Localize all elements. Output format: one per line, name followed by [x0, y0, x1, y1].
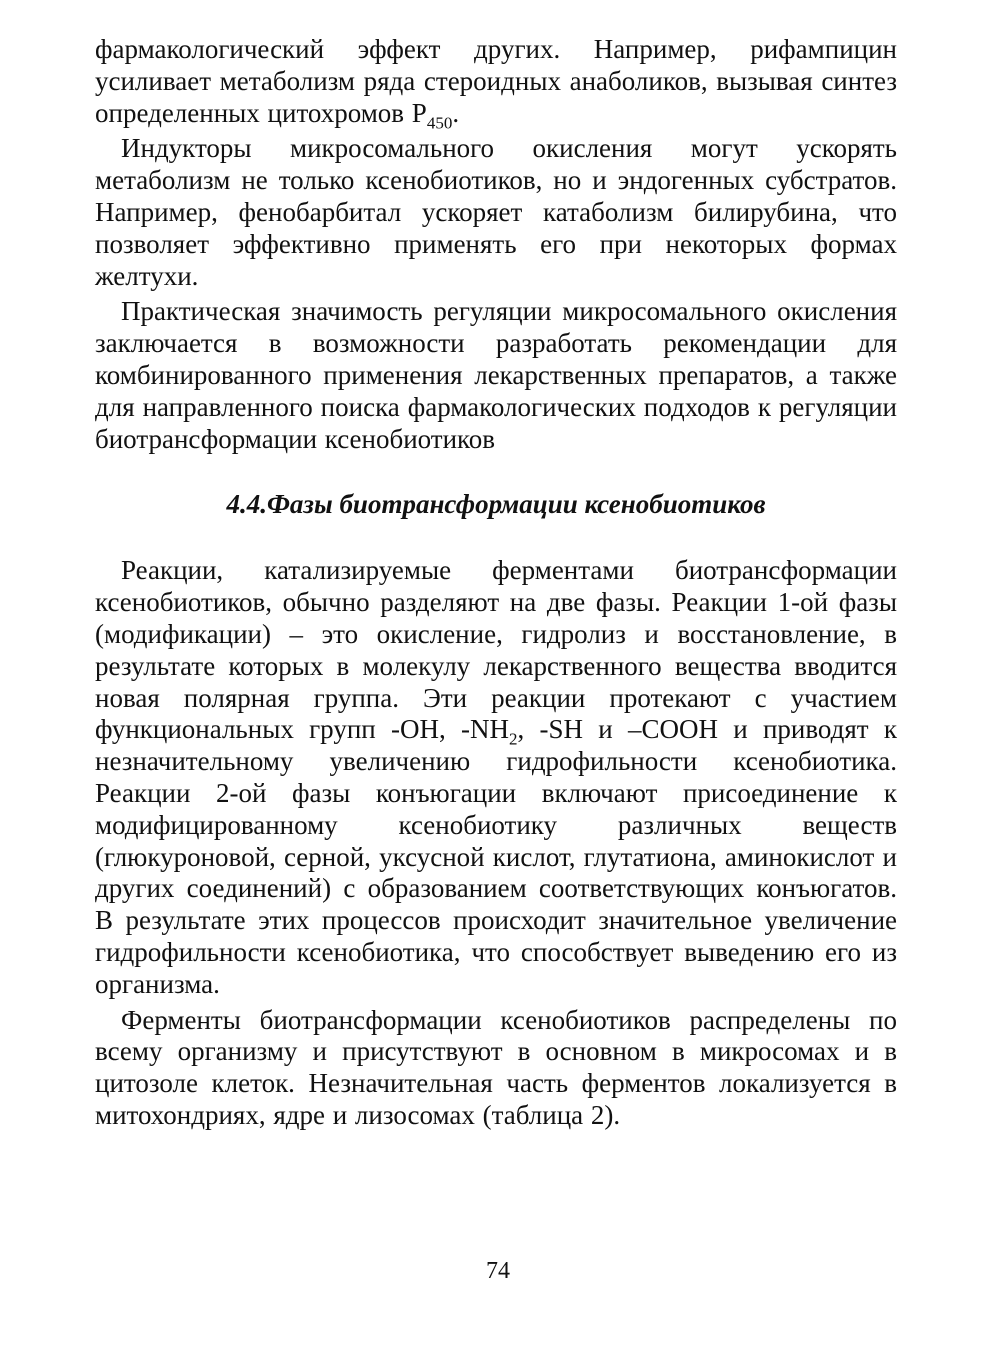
page-number: 74: [486, 1258, 510, 1284]
section-title: 4.4.Фазы биотрансформации ксенобиотиков: [226, 489, 766, 520]
page-body: [95, 34, 897, 1136]
subscript-2: 2: [508, 729, 518, 749]
paragraph-continuation: [95, 34, 897, 132]
paragraph-reactions: [95, 555, 897, 1000]
subscript-450: 450: [426, 112, 453, 132]
paragraph-enzymes: Ферменты биотрансформации ксенобиотиков распределены по всему организму и присутствуют в основном в микросомах и в цитозоле клеток. Незначительная часть ферментов локализуется в митохондриях, ядре и лизосомах (таблица 2).: [95, 1004, 897, 1130]
paragraph-text: фармакологический эффект других. Например, рифампицин усиливает метаболизм ряда стероидных анаболиков, вызывая синтез определенных цитохромов Р: [95, 34, 897, 128]
paragraph-practical-significance: Практическая значимость регуляции микросомального окисления заключается в возможности разработать рекомендации для комбинированного применения лекарственных препаратов, а также для направленного поиска фармакологических подходов к регуляции биотрансформации ксенобиотиков: [95, 296, 897, 454]
paragraph-text-a: Реакции, катализируемые ферментами биотрансформации ксенобиотиков, обычно разделяют на две фазы. Реакции 1-ой фазы (модификации) – это окисление, гидролиз и восстановление, в результате которых в молекулу лекарственного вещества вводится новая полярная группа. Эти реакции протекают с участием функциональных групп -ОН, -NH: [95, 555, 897, 745]
paragraph-text-b: , -SH и –COOH и приводят к незначительному увеличению гидрофильности ксенобиотика. Реакции 2-ой фазы конъюгации включают присоединение к модифицированному ксенобиотику различных веществ (глюкуроновой, серной, уксусной кислот, глутатиона, аминокислот и других соединений) с образованием соответствующих конъюгатов. В результате этих процессов происходит значительное увеличение гидрофильности ксенобиотика, что способствует выведению его из организма.: [95, 714, 897, 999]
paragraph-end: .: [452, 97, 460, 128]
paragraph-inductors: Индукторы микросомального окисления могут ускорять метаболизм не только ксенобиотиков, но и эндогенных субстратов. Например, фенобарбитал ускоряет катаболизм билирубина, что позволяет эффективно применять его при некоторых формах желтухи.: [95, 133, 897, 291]
